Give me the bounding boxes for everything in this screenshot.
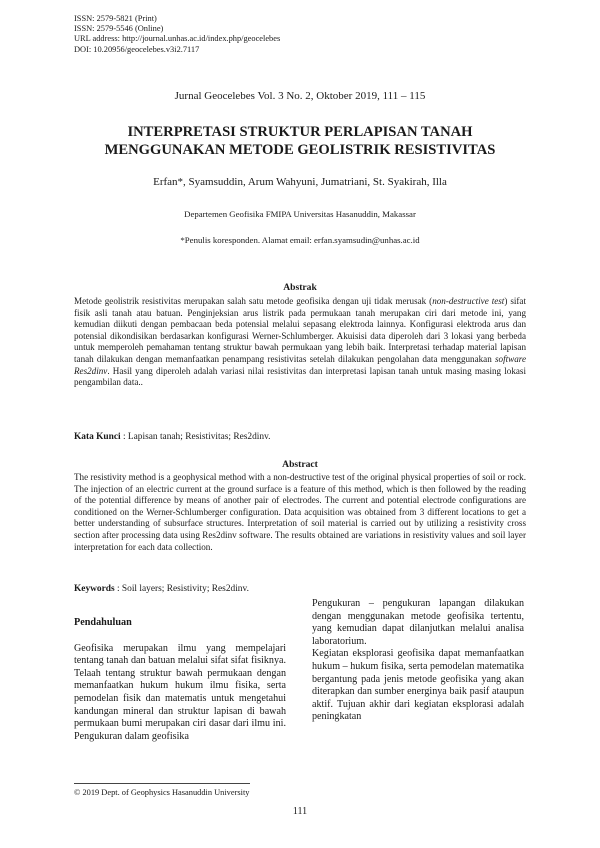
title-line-1: INTERPRETASI STRUKTUR PERLAPISAN TANAH (127, 124, 473, 140)
pendahuluan-heading: Pendahuluan (74, 617, 132, 628)
abstrak-italic-2: software Res2dinv (74, 353, 526, 376)
pendahuluan-paragraph-1: Geofisika merupakan ilmu yang mempelajari tentang tanah dan batuan melalui sifat sifat fisiknya. Telaah tentang struktur bawah permukaan dengan memanfaatkan hukum hukum ilmu fisika, serta pemodelan fisik dan matematis untuk mengetahui kandungan mineral dan struktur lapisan di bawah permukaan bumi merupakan ciri dasar dari ilmu ini. Pengukuran dalam geofisika (74, 642, 286, 742)
right-column-clip (312, 598, 524, 774)
abstrak-text-2: ) sifat fisik asli tanah atau batuan. Penginjeksian arus listrik pada permukaan tanah merupakan ciri dari metode ini, yang kemudian diikuti dengan pembacaan beda potensial melalui sepasang elektroda lainnya. Konfigurasi elektroda arus dan potensial dikondisikan berdasarkan konfigurasi Werner-Schlumberger. Akuisisi data diperoleh dari 3 lokasi yang berbeda untuk memperoleh pemahaman tentang struktur bawah permukaan yang lebih baik. Interpretasi terhadap material lapisan tanah dilakukan dengan memanfaatkan penampang resistivitas setelah dilakukan pengolahan data menggunakan (74, 296, 526, 364)
journal-metadata (74, 14, 280, 55)
journal-citation: Jurnal Geocelebes Vol. 3 No. 2, Oktober 2019, 111 – 115 (174, 90, 426, 102)
abstrak-text-3: . Hasil yang diperoleh adalah variasi nilai resistivitas dan interpretasi lapisan tanah untuk masing masing lokasi pengambilan data.. (74, 365, 526, 388)
page-number: 111 (292, 806, 308, 817)
issn-print: ISSN: 2579-5821 (Print) (74, 14, 157, 23)
abstract-body: The resistivity method is a geophysical method with a non-destructive test of the original physical properties of soil or rock. The injection of an electric current at the ground surface is a feature of this method, which is then followed by the reading of the potential difference by means of another pair of electrodes. The current and potential electrode configurations are conditioned on the Werner-Schlumberger configuration. Data acquisition was obtained from 3 different locations to get a better understanding of subsurface structures. Interpretation of soil material is carried out by utilizing a resistivity cross section after processing data using Res2dinv software. The results obtained are variations in resistivity values and soil layer interpretation for each data collection. (74, 472, 526, 552)
corresponding-author: *Penulis koresponden. Alamat email: erfan.syamsudin@unhas.ac.id (180, 235, 420, 245)
pendahuluan-paragraph-right-2: Kegiatan eksplorasi geofisika dapat memanfaatkan hukum – hukum fisika, serta pemodelan matematika bergantung pada jenis metode geofisika yang akan diterapkan dan sumber energinya baik pasif ataupun aktif. Tujuan akhir dari kegiatan eksplorasi adalah peningkatan (312, 648, 524, 723)
kata-kunci-value: : Lapisan tanah; Resistivitas; Res2dinv. (122, 432, 271, 442)
doi[interactable]: DOI: 10.20956/geocelebes.v3i2.7117 (74, 44, 200, 54)
right-column (312, 598, 524, 774)
abstrak-body (74, 296, 526, 389)
kata-kunci-label: Kata Kunci (74, 432, 121, 442)
footer-copyright: © 2019 Dept. of Geophysics Hasanuddin University (74, 788, 250, 797)
left-column-clip (74, 643, 286, 775)
abstrak-italic-1: non-destructive test (432, 296, 505, 306)
author-list: Erfan*, Syamsuddin, Arum Wahyuni, Jumatriani, St. Syakirah, Illa (153, 176, 447, 188)
paper-title (0, 123, 600, 159)
keywords-label: Keywords (74, 584, 115, 594)
title-line-2: MENGGUNAKAN METODE GEOLISTRIK RESISTIVITAS (104, 142, 496, 158)
keywords-value: : Soil layers; Resistivity; Res2dinv. (116, 584, 249, 594)
keywords (74, 584, 526, 594)
kata-kunci (74, 432, 526, 442)
abstrak-heading: Abstrak (283, 282, 317, 293)
issn-online: ISSN: 2579-5546 (Online) (74, 24, 164, 34)
abstrak-text-1: Metode geolistrik resistivitas merupakan salah satu metode geofisika dengan uji tidak merusak ( (74, 296, 433, 306)
left-column (74, 617, 286, 775)
footer-divider (74, 783, 250, 784)
url-address[interactable]: URL address: http://journal.unhas.ac.id/index.php/geocelebes (74, 34, 281, 44)
pendahuluan-paragraph-right-1: Pengukuran – pengukuran lapangan dilakukan dengan menggunakan metode geofisika tertentu, yang kemudian dapat dilanjutkan melalui analisa laboratorium. (312, 598, 524, 647)
affiliation: Departemen Geofisika FMIPA Universitas Hasanuddin, Makassar (184, 209, 416, 219)
abstract-heading: Abstract (282, 459, 318, 470)
